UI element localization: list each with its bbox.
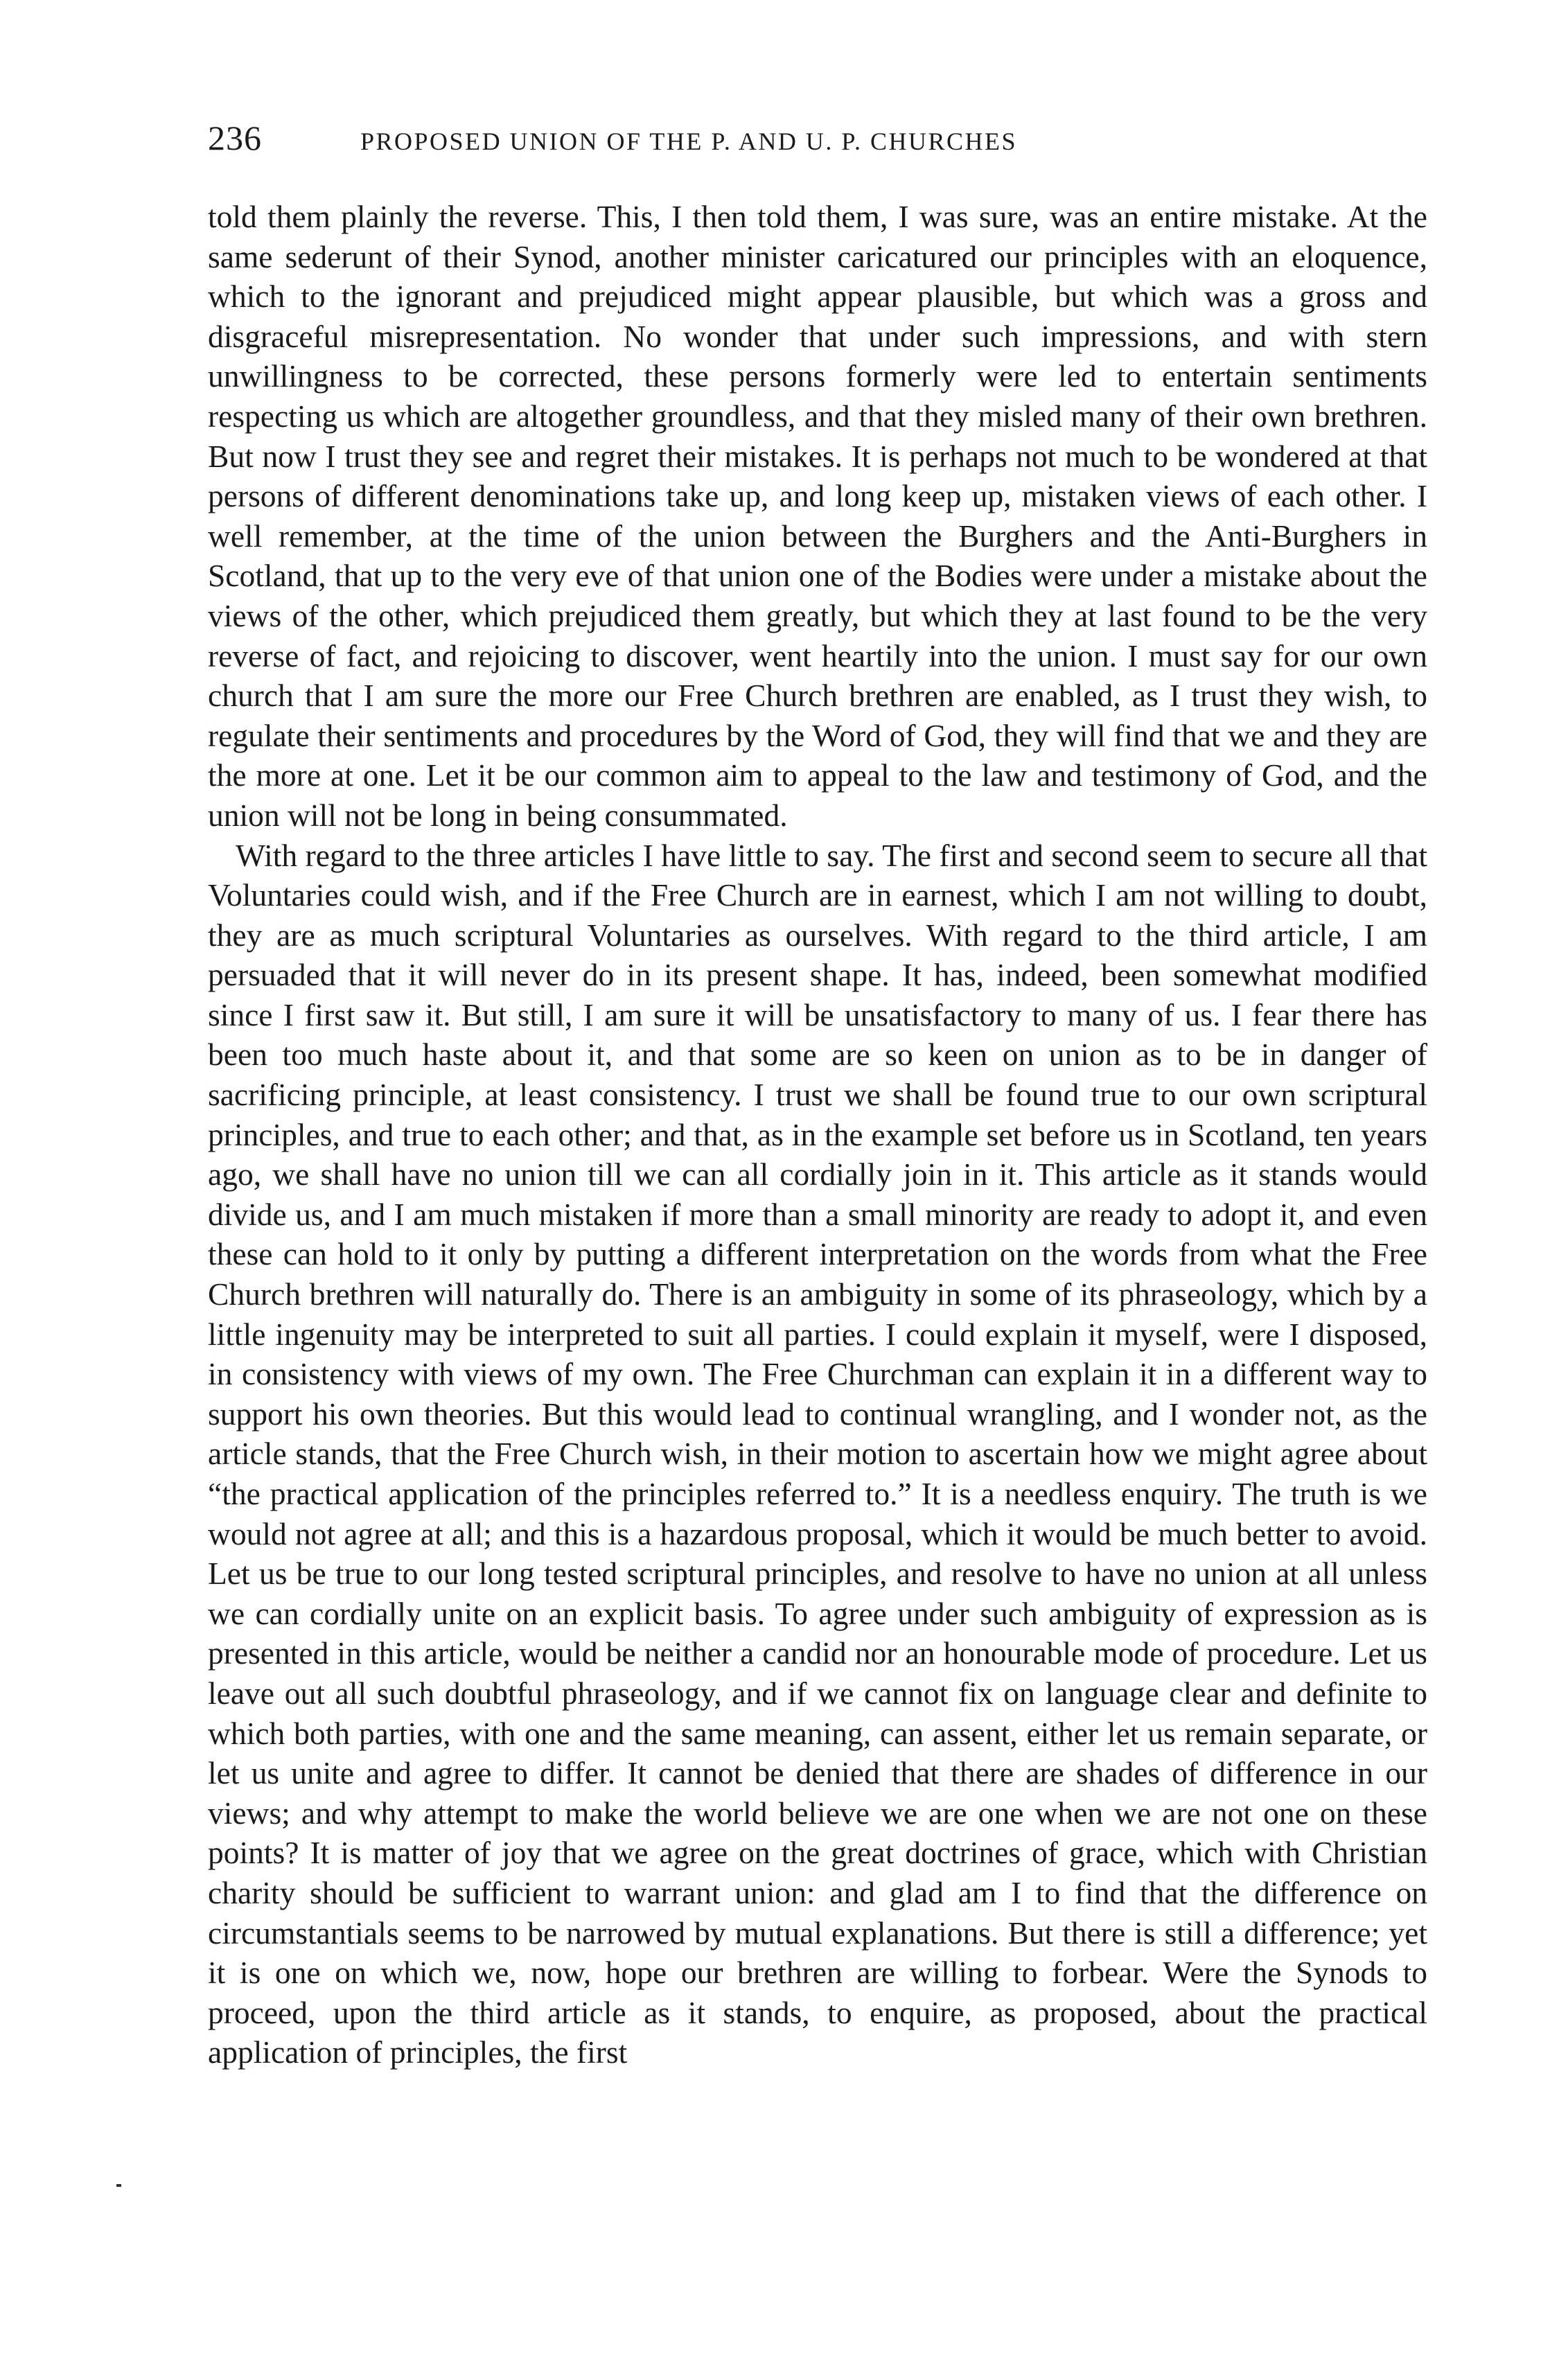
- body-text: [208, 197, 1427, 2073]
- book-page: [208, 118, 1427, 2073]
- margin-speck: [116, 2184, 121, 2187]
- running-title: PROPOSED UNION OF THE P. AND U. P. CHURCHES: [360, 127, 1017, 155]
- paragraph-continued: told them plainly the reverse. This, I then told them, I was sure, was an entire mistake. At the same sederunt of their Synod, another minister caricatured our principles with an eloquence, which to the ignorant and prejudiced might appear plausible, but which was a gross and disgraceful misrepresentation. No wonder that under such impressions, and with stern unwillingness to be corrected, these persons formerly were led to entertain sentiments respecting us which are altogether groundless, and that they misled many of their own brethren. But now I trust they see and regret their mistakes. It is perhaps not much to be wondered at that persons of different denominations take up, and long keep up, mistaken views of each other. I well remember, at the time of the union between the Burghers and the Anti-Burghers in Scotland, that up to the very eve of that union one of the Bodies were under a mistake about the views of the other, which prejudiced them greatly, but which they at last found to be the very reverse of fact, and rejoicing to discover, went heartily into the union. I must say for our own church that I am sure the more our Free Church brethren are enabled, as I trust they wish, to regulate their sentiments and procedures by the Word of God, they will find that we and they are the more at one. Let it be our common aim to appeal to the law and testimony of God, and the union will not be long in being consummated.: [208, 199, 1427, 833]
- page-number: 236: [208, 118, 262, 157]
- running-head: [208, 118, 1427, 173]
- paragraph-three-articles: With regard to the three articles I have little to say. The first and second seem to secure all that Voluntaries could wish, and if the Free Church are in earnest, which I am not willing to doubt, they are as much scriptural Voluntaries as ourselves. With regard to the third article, I am persuaded that it will never do in its present shape. It has, indeed, been somewhat modified since I first saw it. But still, I am sure it will be unsatisfactory to many of us. I fear there has been too much haste about it, and that some are so keen on union as to be in danger of sacrificing principle, at least consistency. I trust we shall be found true to our own scriptural principles, and true to each other; and that, as in the example set before us in Scotland, ten years ago, we shall have no union till we can all cordially join in it. This article as it stands would divide us, and I am much mistaken if more than a small minority are ready to adopt it, and even these can hold to it only by putting a different interpretation on the words from what the Free Church brethren will naturally do. There is an ambiguity in some of its phraseology, which by a little ingenuity may be interpreted to suit all parties. I could explain it myself, were I disposed, in consistency with views of my own. The Free Churchman can explain it in a different way to support his own theories. But this would lead to continual wrangling, and I wonder not, as the article stands, that the Free Church wish, in their motion to ascertain how we might agree about “the practical application of the principles referred to.” It is a needless enquiry. The truth is we would not agree at all; and this is a hazardous proposal, which it would be much better to avoid. Let us be true to our long tested scriptural principles, and resolve to have no union at all unless we can cordially unite on an explicit basis. To agree under such ambiguity of expression as is presented in this article, would be neither a candid nor an honourable mode of procedure. Let us leave out all such doubtful phraseology, and if we cannot fix on language clear and definite to which both parties, with one and the same meaning, can assent, either let us remain separate, or let us unite and agree to differ. It cannot be denied that there are shades of difference in our views; and why attempt to make the world believe we are one when we are not one on these points? It is matter of joy that we agree on the great doctrines of grace, which with Christian charity should be sufficient to warrant union: and glad am I to find that the difference on circumstantials seems to be narrowed by mutual explanations. But there is still a difference; yet it is one on which we, now, hope our brethren are willing to forbear. Were the Synods to proceed, upon the third article as it stands, to enquire, as proposed, about the practical application of principles, the first: [208, 837, 1427, 2070]
